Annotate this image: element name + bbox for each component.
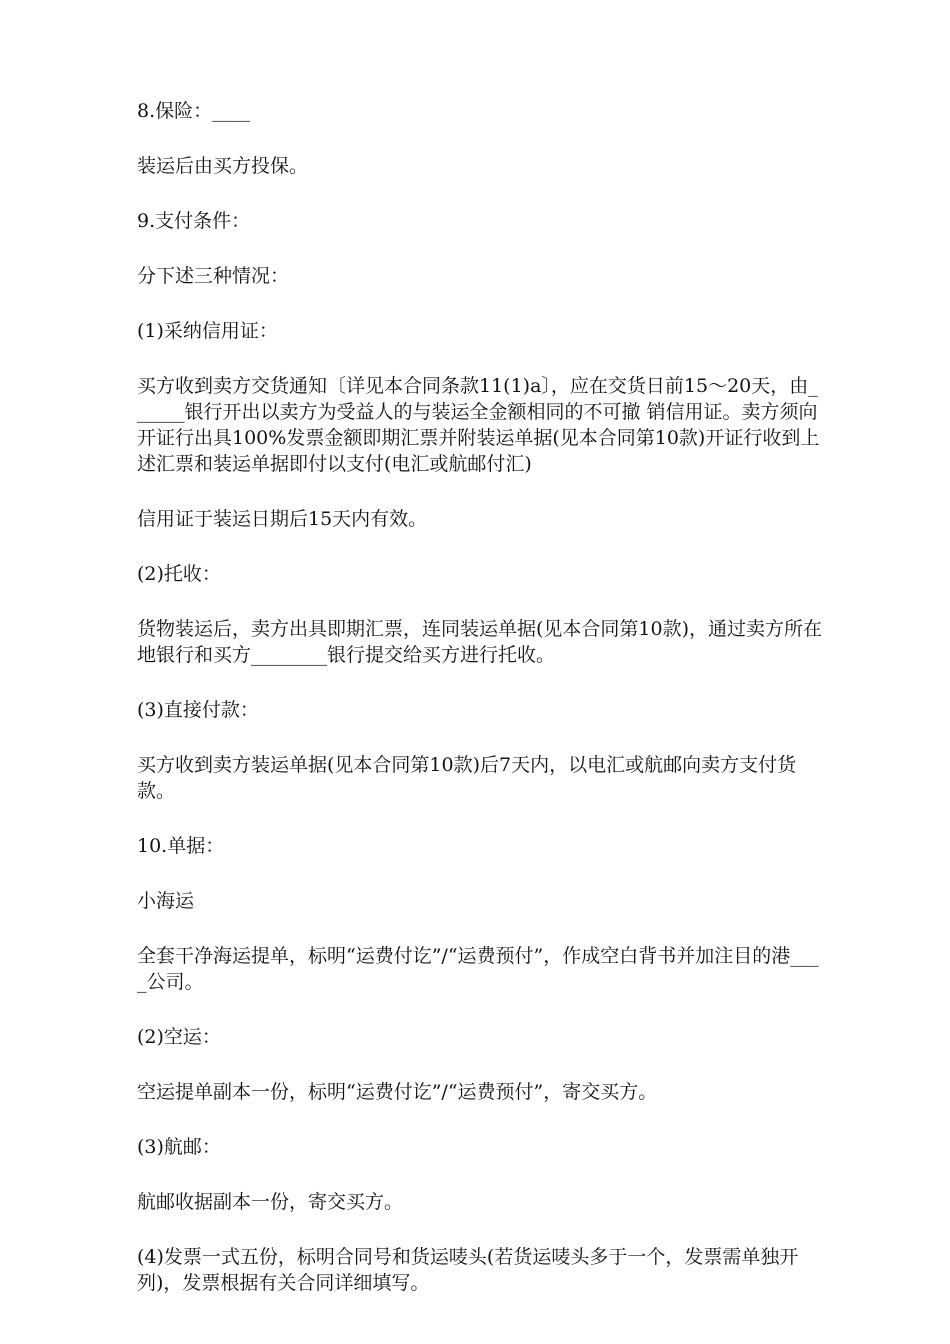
clause-payment-heading: 9.支付条件： [137,210,251,232]
insurance-text: 装运后由买方投保。 [137,155,309,177]
collection-heading: (2)托收： [137,563,221,585]
air-mail-heading: (3)航邮： [137,1136,221,1158]
invoice-text: (4)发票一式五份，标明合同号和货运唛头(若货运唛头多于一个，发票需单独开列)，发票根据有关合同详细填写。 [137,1246,799,1294]
clause-documents-heading: 10.单据： [137,835,225,857]
collection-text: 货物装运后，卖方出具即期汇票，连同装运单据(见本合同第10款)，通过卖方所在地银行和买方________银行提交给买方进行托收。 [137,618,823,666]
sea-freight-heading: 小海运 [137,890,195,912]
letter-of-credit-validity: 信用证于装运日期后15天内有效。 [137,508,428,530]
letter-of-credit-heading: (1)采纳信用证： [137,320,278,342]
payment-intro: 分下述三种情况： [137,265,290,287]
air-mail-text: 航邮收据副本一份，寄交买方。 [137,1191,404,1213]
direct-payment-heading: (3)直接付款： [137,699,259,721]
clause-insurance-heading: 8.保险：____ [137,100,251,122]
letter-of-credit-text: 买方收到卖方交货通知〔详见本合同条款11(1)a〕，应在交货日前15～20天，由______银行开出以卖方为受益人的与装运全金额相同的不可撤 销信用证。卖方须向开证行出具100%发票金额即期汇票并附装运单据(见本合同第10款)开证行收到上述汇票和装运单据即付以支付(电汇或航邮付汇) [137,375,820,475]
direct-payment-text: 买方收到卖方装运单据(见本合同第10款)后7天内，以电汇或航邮向卖方支付货款。 [137,754,797,802]
air-freight-heading: (2)空运： [137,1026,221,1048]
document-body [137,98,827,1325]
air-freight-text: 空运提单副本一份，标明“运费付讫”/“运费预付”，寄交买方。 [137,1081,658,1103]
sea-freight-text: 全套干净海运提单，标明“运费付讫”/“运费预付”，作成空白背书并加注目的港____公司。 [137,945,819,993]
